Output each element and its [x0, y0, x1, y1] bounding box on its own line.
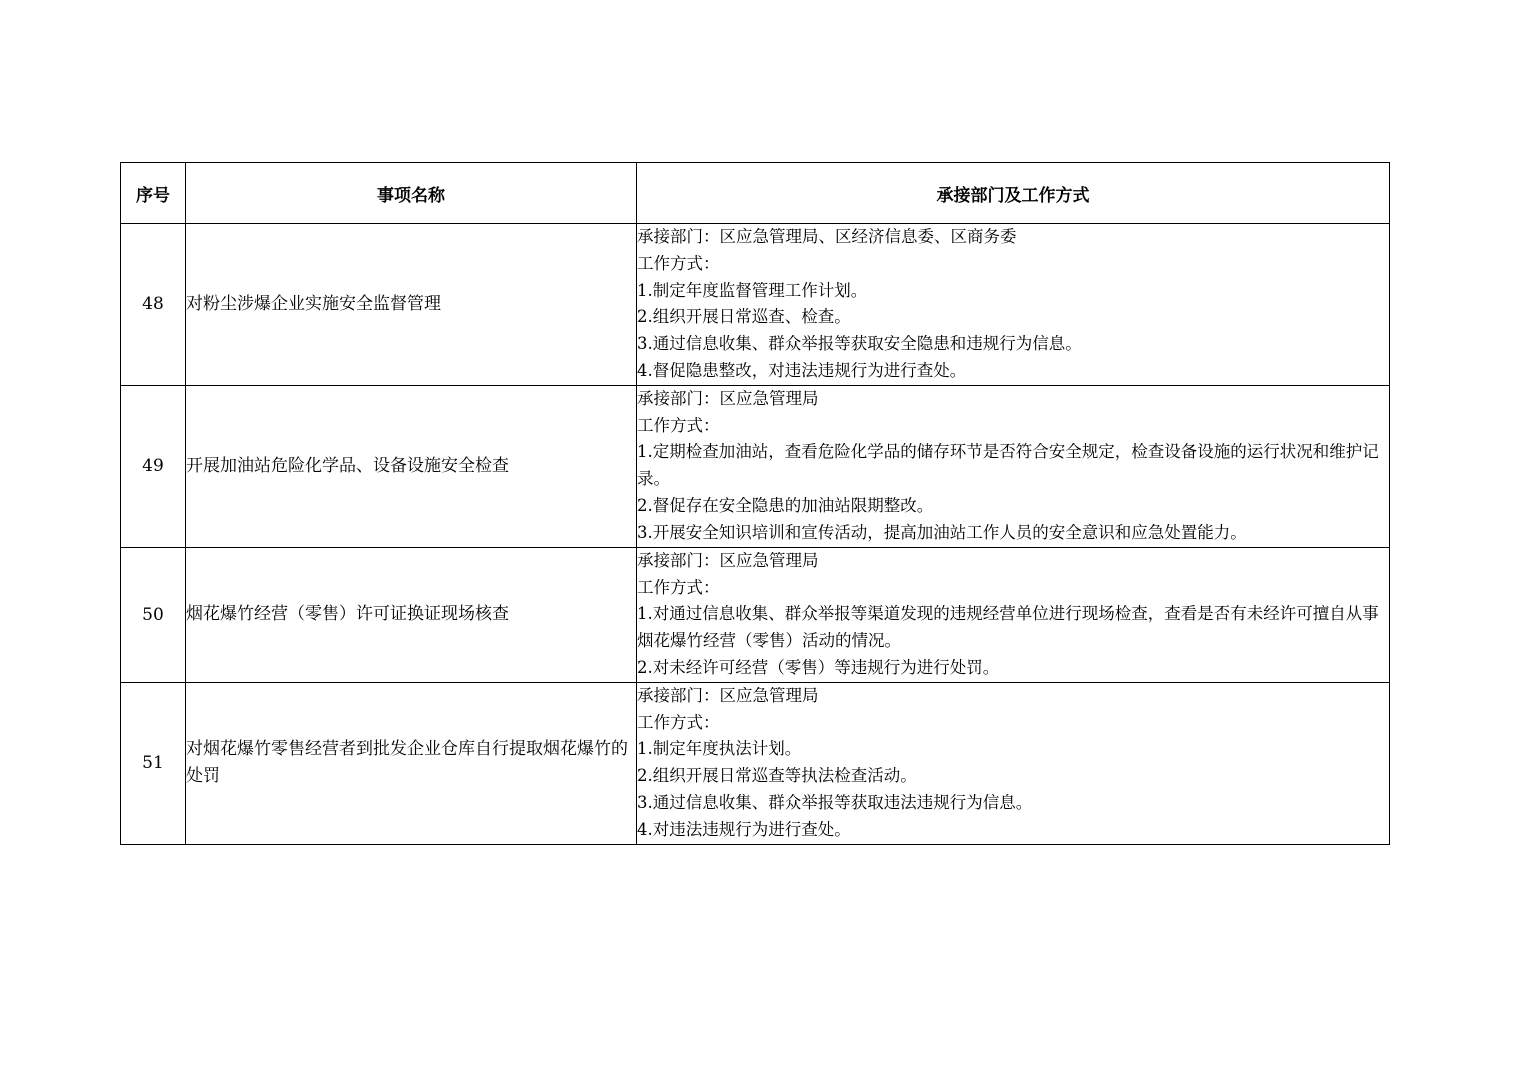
row-number: 48: [121, 224, 186, 386]
method-line: 2.对未经许可经营（零售）等违规行为进行处罚。: [637, 657, 1000, 677]
method-line: 1.制定年度监督管理工作计划。: [637, 280, 868, 300]
row-number: 50: [121, 547, 186, 682]
method-line: 工作方式：: [637, 712, 720, 732]
table-row: [121, 547, 1390, 682]
row-item-name: 对烟花爆竹零售经营者到批发企业仓库自行提取烟花爆竹的处罚: [186, 682, 637, 844]
method-line: 承接部门：区应急管理局、区经济信息委、区商务委: [637, 227, 1017, 246]
row-department-method: [637, 385, 1390, 547]
table-row: [121, 682, 1390, 844]
matters-table: [120, 162, 1390, 845]
row-department-method: [637, 547, 1390, 682]
header-number: 序号: [121, 163, 186, 224]
row-department-method: [637, 224, 1390, 386]
method-line: 3.通过信息收集、群众举报等获取安全隐患和违规行为信息。: [637, 334, 1082, 354]
method-line: 承接部门：区应急管理局: [637, 388, 819, 408]
method-line: 3.开展安全知识培训和宣传活动，提高加油站工作人员的安全意识和应急处置能力。: [637, 522, 1247, 542]
method-line: 4.对违法违规行为进行查处。: [637, 819, 851, 839]
row-item-name: 对粉尘涉爆企业实施安全监督管理: [186, 224, 637, 386]
method-line: 2.督促存在安全隐患的加油站限期整改。: [637, 495, 934, 515]
method-line: 3.通过信息收集、群众举报等获取违法违规行为信息。: [637, 792, 1033, 812]
method-line: 承接部门：区应急管理局: [637, 685, 819, 705]
method-line: 1.定期检查加油站，查看危险化学品的储存环节是否符合安全规定，检查设备设施的运行状况和维护记录。: [637, 442, 1379, 489]
method-line: 工作方式：: [637, 577, 720, 597]
row-department-method: [637, 682, 1390, 844]
method-line: 承接部门：区应急管理局: [637, 550, 819, 570]
method-line: 4.督促隐患整改，对违法违规行为进行查处。: [637, 360, 967, 380]
method-line: 1.制定年度执法计划。: [637, 739, 802, 759]
method-line: 2.组织开展日常巡查等执法检查活动。: [637, 766, 917, 786]
table-row: [121, 224, 1390, 386]
method-line: 1.对通过信息收集、群众举报等渠道发现的违规经营单位进行现场检查，查看是否有未经许可擅自从事烟花爆竹经营（零售）活动的情况。: [637, 604, 1379, 651]
method-line: 2.组织开展日常巡查、检查。: [637, 307, 851, 327]
row-number: 51: [121, 682, 186, 844]
row-number: 49: [121, 385, 186, 547]
header-row: [121, 163, 1390, 224]
table-body: [121, 224, 1390, 845]
row-item-name: 开展加油站危险化学品、设备设施安全检查: [186, 385, 637, 547]
method-line: 工作方式：: [637, 415, 720, 435]
method-line: 工作方式：: [637, 253, 720, 273]
header-department-method: 承接部门及工作方式: [637, 163, 1390, 224]
table-row: [121, 385, 1390, 547]
row-item-name: 烟花爆竹经营（零售）许可证换证现场核查: [186, 547, 637, 682]
header-item-name: 事项名称: [186, 163, 637, 224]
